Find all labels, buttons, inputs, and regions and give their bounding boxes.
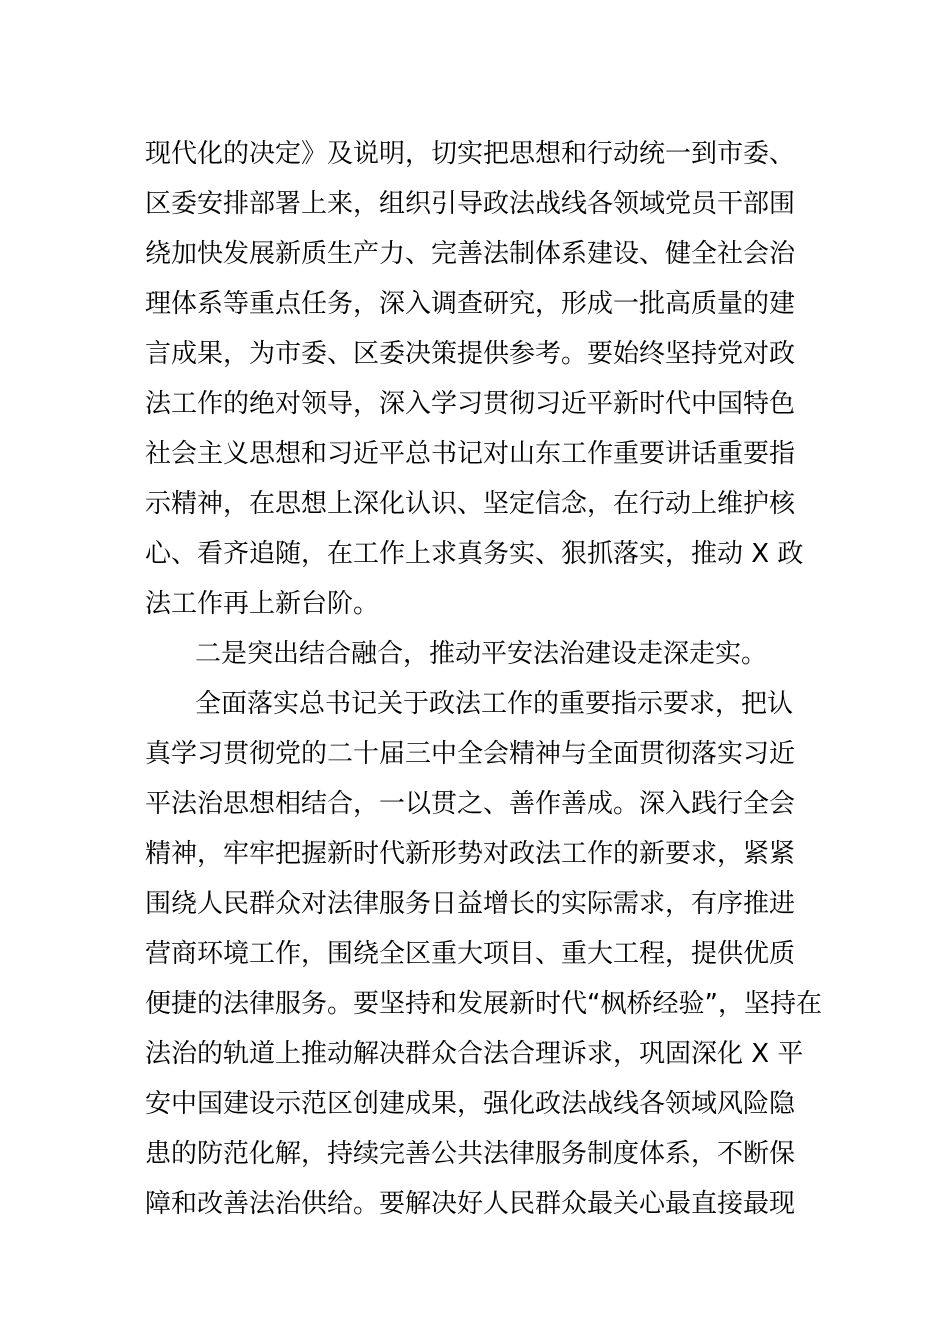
text-line: 平法治思想相结合，一以贯之、善作善成。深入践行全会 (145, 789, 796, 819)
text-line: 便捷的法律服务。要坚持和发展新时代“枫桥经验”，坚持在 (145, 989, 822, 1019)
section-heading: 二是突出结合融合，推动平安法治建设走深走实。 (195, 639, 768, 669)
document-body (145, 129, 822, 1229)
text-line: 示精神，在思想上深化认识、坚定信念，在行动上维护核 (145, 489, 796, 519)
text-line: 患的防范化解，持续完善公共法律服务制度体系，不断保 (145, 1139, 796, 1169)
text-line: 言成果，为市委、区委决策提供参考。要始终坚持党对政 (145, 339, 796, 369)
text-line: 安中国建设示范区创建成果，强化政法战线各领域风险隐 (145, 1089, 796, 1119)
text-line: 现代化的决定》及说明，切实把思想和行动统一到市委、 (145, 139, 796, 169)
text-line: 法工作再上新台阶。 (145, 589, 380, 619)
text-line: 心、看齐追随，在工作上求真务实、狠抓落实，推动 X 政 (145, 539, 804, 569)
text-line: 区委安排部署上来，组织引导政法战线各领域党员干部围 (145, 189, 796, 219)
text-line: 社会主义思想和习近平总书记对山东工作重要讲话重要指 (145, 439, 796, 469)
text-line: 精神，牢牢把握新时代新形势对政法工作的新要求，紧紧 (145, 839, 796, 869)
text-line: 真学习贯彻党的二十届三中全会精神与全面贯彻落实习近 (145, 739, 796, 769)
text-line: 绕加快发展新质生产力、完善法制体系建设、健全社会治 (145, 239, 796, 269)
text-line: 营商环境工作，围绕全区重大项目、重大工程，提供优质 (145, 939, 796, 969)
text-line: 障和改善法治供给。要解决好人民群众最关心最直接最现 (145, 1189, 796, 1219)
text-line: 围绕人民群众对法律服务日益增长的实际需求，有序推进 (145, 889, 796, 919)
text-line: 全面落实总书记关于政法工作的重要指示要求，把认 (195, 689, 794, 719)
text-line: 法治的轨道上推动解决群众合法合理诉求，巩固深化 X 平 (145, 1039, 804, 1069)
text-line: 理体系等重点任务，深入调查研究，形成一批高质量的建 (145, 289, 796, 319)
text-line: 法工作的绝对领导，深入学习贯彻习近平新时代中国特色 (145, 389, 796, 419)
